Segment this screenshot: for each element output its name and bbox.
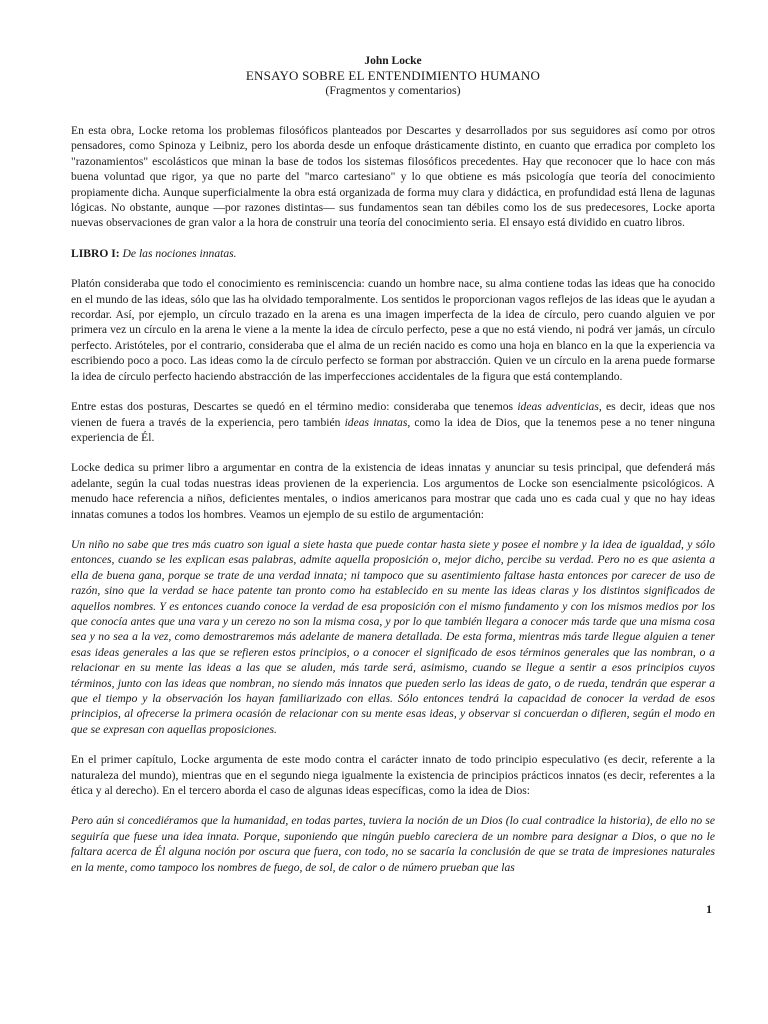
- document-title: ENSAYO SOBRE EL ENTENDIMIENTO HUMANO: [245, 68, 541, 83]
- descartes-italic-1: ideas adventicias,: [517, 400, 602, 414]
- document-subtitle: (Fragmentos y comentarios): [325, 83, 461, 97]
- descartes-text-1: Entre estas dos posturas, Descartes se quedó en el término medio: consideraba que tenemos: [71, 400, 518, 414]
- libro-heading: [71, 246, 715, 261]
- chapter-paragraph: En el primer capítulo, Locke argumenta de este modo contra el carácter innato de todo principio especulativo (es decir, referente a la naturaleza del mundo), mientras que en el segundo niega igualmente la existencia de principios prácticos innatos (es decir, referentes a la ética y al derecho). En el tercero aborda el caso de algunas ideas específicas, como la idea de Dios:: [71, 753, 715, 798]
- libro-label: LIBRO I:: [71, 246, 120, 260]
- document-page: [71, 54, 715, 875]
- descartes-text-2: es decir, ideas que nos vienen de fuera a través de la experiencia, pero también: [71, 400, 716, 429]
- platon-paragraph: Platón consideraba que todo el conocimiento es reminiscencia: cuando un hombre nace, su alma contiene todas las ideas que ha conocido en el mundo de las ideas, sólo que las ha olvidado temporalmente. Los sentidos le proporcionan vagos reflejos de las ideas que le ayudan a recordar. Así, por ejemplo, un círculo trazado en la arena es una imagen imperfecta de la idea de círculo, pero cuando alguien ve por primera vez un círculo en la arena le viene a la mente la idea de círculo perfecto, pese a que no está viendo, ni podrá ver jamás, un círculo perfecto. Aristóteles, por el contrario, consideraba que el alma de un recién nacido es como una hoja en blanco en la que la experiencia va escribiendo poco a poco. Las ideas como la de círculo perfecto se forman por abstracción. Quien ve un círculo en la arena puede formarse la idea de círculo perfecto haciendo abstracción de las imperfecciones accidentales de la figura que está contemplando.: [71, 277, 715, 383]
- descartes-italic-2: ideas innatas,: [344, 415, 411, 429]
- descartes-text-3: como la idea de Dios, que la tenemos pese a no tener ninguna experiencia de Él.: [71, 415, 715, 444]
- page-number: 1: [706, 902, 712, 916]
- intro-paragraph: En esta obra, Locke retoma los problemas filosóficos planteados por Descartes y desarrollados por sus seguidores así como por otros pensadores, como Spinoza y Leibniz, pero los aborda desde un enfoque drásticamente distinto, en cuanto que erradica por completo los "razonamientos" escolásticos que minan la base de todos los sistemas filosóficos precedentes. Hay que reconocer que lo hace con más buena voluntad que rigor, ya que no parte del "marco cartesiano" y lo que obtiene es más psicología que teoría del conocimiento propiamente dicha. Aunque superficialmente la obra está organizada de forma muy clara y didáctica, en profundidad está llena de lagunas lógicas. No obstante, aunque —por razones distintas— sus fundamentos sean tan débiles como los de sus predecesores, Locke aporta nuevas observaciones de gran valor a la hora de construir una teoría del conocimiento seria. El ensayo está dividido en cuatro libros.: [71, 124, 715, 230]
- descartes-paragraph: [71, 399, 715, 445]
- quote-paragraph-1: Un niño no sabe que tres más cuatro son igual a siete hasta que puede contar hasta siete y posee el nombre y la idea de igualdad, y sólo entonces, cuando se les explican esas palabras, admite aquella proposición o, mejor dicho, percibe su verdad. Pero no es que asienta a ella de buena gana, porque se trate de una verdad innata; ni tampoco que su asentimiento faltase hasta entonces por carecer de uso de razón, sino que la verdad se hace patente tan pronto como ha establecido en su mente las ideas claras y los distintos significados de aquellos nombres. Y es entonces cuando conoce la verdad de esa proposición con el mismo fundamento y con los mismos medios por los que conocía antes que una vara y un cerezo no son la misma cosa, y por lo que también llegara a conocer más tarde que una misma cosa sea y no sea a la vez, como demostraremos más adelante de manera detallada. De esta forma, mientras más tarde llegue alguien a tener esas ideas generales a las que se refieren estos principios, o a conocer el significado de esos términos generales que las nombran, o a relacionar en su mente las ideas a las que se aluden, más tarde será, asimismo, cuando se llegue a sentir a esos principios cuyos términos, junto con las ideas que nombran, no siendo más innatos que pueden serlo las ideas de gato, o de rueda, tendrán que esperar a que el tiempo y la observación los hayan familiarizado con ellas. Sólo entonces tendrá la capacidad de conocer la verdad de esos principios, al ofrecerse la primera ocasión de relacionar con su mente esas ideas, y observar si concuerdan o difieren, según el modo en que se expresan con aquellas proposiciones.: [71, 537, 715, 736]
- document-header: [71, 54, 715, 98]
- libro-subtitle: De las nociones innatas.: [122, 246, 237, 260]
- locke-book-paragraph: Locke dedica su primer libro a argumentar en contra de la existencia de ideas innatas y anunciar su tesis principal, que defenderá más adelante, según la cual todas nuestras ideas provienen de la experiencia. Los argumentos de Locke son esencialmente psicológicos. A menudo hace referencia a niños, deficientes mentales, o indios americanos para mostrar que cada uno es cada cual y que no hay ideas innatas comunes a todos los hombres. Veamos un ejemplo de su estilo de argumentación:: [71, 461, 715, 521]
- author-name: John Locke: [364, 55, 422, 67]
- quote-paragraph-2: Pero aún si concediéramos que la humanidad, en todas partes, tuviera la noción de un Dios (lo cual contradice la historia), de ello no se seguiría que fuese una idea innata. Porque, suponiendo que ningún pueblo careciera de un nombre para designar a Dios, o que no le faltara acerca de Él alguna noción por oscura que fuera, con todo, no se sacaría la conclusión de que se trata de impresiones naturales en la mente, como tampoco los nombres de fuego, de sol, de calor o de número prueban que las: [71, 814, 715, 874]
